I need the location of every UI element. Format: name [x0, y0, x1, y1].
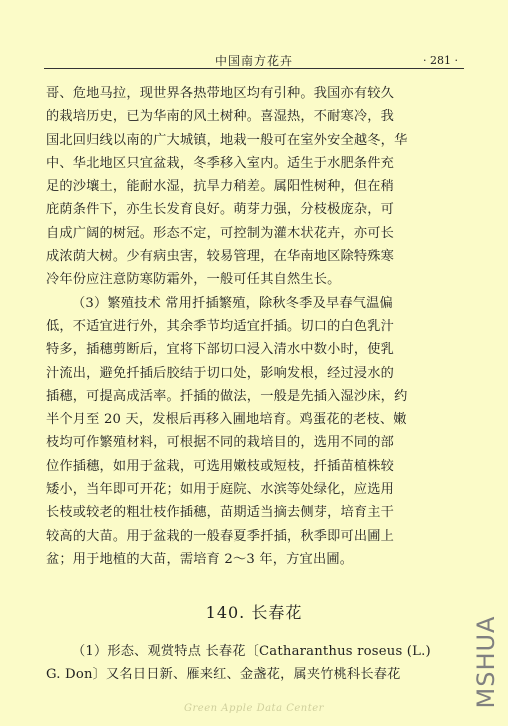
watermark-text: Green Apple Data Center	[184, 703, 324, 714]
text-line: 较高的大苗。用于盆栽的一般春夏季扦插，秋季即可出圃上	[46, 528, 395, 544]
text-line: 国北回归线以南的广大城镇，地栽一般可在室外安全越冬，华	[46, 132, 408, 148]
side-watermark	[470, 612, 502, 712]
text-line: 长枝或较老的粗壮枝作插穗，苗期适当摘去侧芽，培育主干	[46, 505, 395, 521]
text-line: 低，不适宜进行外，其余季节均适宜扦插。切口的白色乳汁	[46, 318, 395, 334]
text-line: 中、华北地区只宜盆栽，冬季移入室内。适生于水肥条件充	[46, 155, 395, 171]
text-line: 位作插穗，如用于盆栽，可选用嫩枝或短枝，扦插苗植株较	[46, 458, 395, 474]
text-line: 的栽培历史，已为华南的风土树种。喜湿热，不耐寒冷，我	[46, 109, 395, 125]
text-line: 汁流出，避免扦插后胶结于切口处，影响发根，经过浸水的	[46, 365, 395, 381]
text-line: 半个月至 20 天，发根后再移入圃地培育。鸡蛋花的老枝、嫩	[46, 412, 407, 428]
text-line: 冷年份应注意防寒防霜外，一般可任其自然生长。	[46, 272, 341, 288]
side-watermark-text: MSHUA	[472, 615, 500, 709]
text-line: （3）繁殖技术 常用扦插繁殖，除秋冬季及早春气温偏	[72, 295, 393, 311]
text-line: 特多，插穗剪断后，宜将下部切口浸入清水中数小时，使乳	[46, 342, 395, 358]
text-line: 矮小，当年即可开花；如用于庭院、水滨等处绿化，应选用	[46, 482, 395, 498]
text-line: 枝均可作繁殖材料，可根据不同的栽培目的，选用不同的部	[46, 435, 395, 451]
text-line: 插穗，可提高成活率。扦插的做法，一般是先插入湿沙床，约	[46, 388, 408, 404]
text-line: G. Don〕又名日日新、雁来红、金盏花，属夹竹桃科长春花	[46, 667, 401, 683]
page-number: · 281 ·	[423, 54, 458, 67]
text-line: 自成广阔的树冠。形态不定，可控制为灌木状花卉，亦可长	[46, 225, 395, 241]
text-line: 成浓荫大树。少有病虫害，较易管理，在华南地区除特殊寒	[46, 249, 395, 265]
text-line: 哥、危地马拉，现世界各热带地区均有引种。我国亦有较久	[46, 86, 395, 101]
body-text-section	[46, 640, 464, 687]
text-line: 庇荫条件下，亦生长发育良好。萌芽力强，分枝极庞杂，可	[46, 202, 395, 218]
section-heading: 140. 长春花	[205, 603, 303, 622]
text-line: （1）形态、观赏特点 长春花〔Catharanthus roseus (L.)	[72, 644, 431, 659]
body-text	[46, 82, 464, 571]
running-header	[44, 54, 464, 69]
text-line: 盆；用于地植的大苗，需培育 2～3 年，方宜出圃。	[46, 551, 354, 567]
text-line: 足的沙壤土，能耐水湿，抗旱力稍差。属阳性树种，但在稍	[46, 179, 395, 195]
book-title: 中国南方花卉	[214, 54, 293, 68]
